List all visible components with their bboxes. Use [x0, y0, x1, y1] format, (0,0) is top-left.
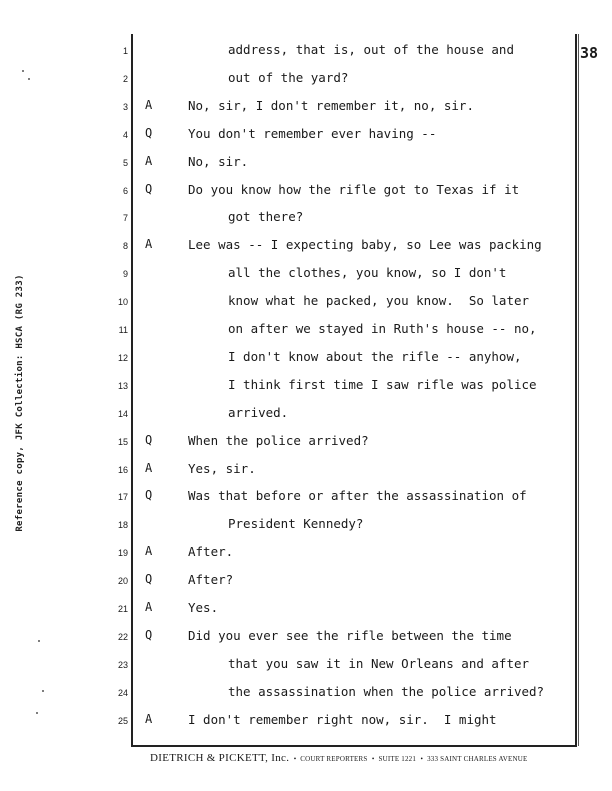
- line-number: 13: [117, 380, 128, 391]
- transcript-line: [0, 319, 612, 339]
- transcript-line: [0, 375, 612, 395]
- line-number: 5: [122, 157, 128, 168]
- line-number: 4: [122, 129, 128, 140]
- line-number: 20: [117, 576, 128, 587]
- line-number: 1: [122, 46, 128, 56]
- line-number: 17: [117, 492, 128, 503]
- line-text: that you saw it in New Orleans and after: [228, 655, 530, 671]
- speaker-label: A: [145, 460, 153, 475]
- speaker-label: A: [145, 97, 153, 112]
- line-number: 8: [122, 241, 128, 252]
- line-number: 12: [117, 352, 128, 363]
- transcript-line: [0, 180, 612, 200]
- speaker-label: Q: [145, 181, 153, 196]
- scan-speck: [28, 78, 30, 80]
- line-text: After.: [188, 544, 234, 560]
- transcript-line: [0, 682, 612, 702]
- transcript-line: [0, 570, 612, 590]
- line-text: address, that is, out of the house and: [228, 42, 514, 57]
- page-number: 38: [580, 44, 599, 62]
- transcript-line: [0, 263, 612, 283]
- scan-speck: [38, 640, 40, 642]
- speaker-label: A: [145, 237, 153, 252]
- line-text: all the clothes, you know, so I don't: [228, 265, 507, 281]
- speaker-label: Q: [145, 125, 153, 140]
- footer-address: 333 SAINT CHARLES AVENUE: [427, 755, 528, 763]
- line-number: 9: [122, 269, 128, 280]
- line-text: Was that before or after the assassination of: [188, 488, 527, 504]
- line-text: out of the yard?: [228, 69, 349, 85]
- speaker-label: A: [145, 600, 153, 614]
- line-number: 14: [117, 408, 128, 419]
- line-text: got there?: [228, 209, 304, 225]
- transcript-line: [0, 598, 612, 618]
- speaker-label: Q: [145, 488, 153, 503]
- transcript-line: [0, 291, 612, 311]
- line-number: 11: [118, 325, 128, 335]
- footer-court-reporters: COURT REPORTERS: [300, 755, 368, 763]
- transcript-line: [0, 514, 612, 534]
- transcript-line: [0, 403, 612, 423]
- line-text: After?: [188, 572, 234, 588]
- transcript-line: [0, 486, 612, 506]
- line-text: No, sir, I don't remember it, no, sir.: [188, 97, 474, 113]
- line-text: on after we stayed in Ruth's house -- no,: [228, 321, 537, 336]
- line-number: 25: [117, 715, 128, 726]
- line-text: I don't know about the rifle -- anyhow,: [228, 348, 522, 364]
- line-number: 21: [117, 604, 128, 614]
- line-text: Do you know how the rifle got to Texas if it: [188, 181, 520, 197]
- line-number: 2: [122, 73, 128, 84]
- line-number: 18: [117, 520, 128, 531]
- line-number: 16: [117, 464, 128, 475]
- line-text: No, sir.: [188, 153, 249, 169]
- footer: DIETRICH & PICKETT, Inc. • COURT REPORTERS • SUITE 1221 • 333 SAINT CHARLES AVENUE: [150, 752, 528, 764]
- scan-speck: [36, 712, 38, 714]
- scan-speck: [22, 70, 24, 72]
- line-text: President Kennedy?: [228, 516, 364, 532]
- transcript-line: [0, 542, 612, 562]
- line-text: When the police arrived?: [188, 432, 369, 448]
- transcript-line: [0, 431, 612, 451]
- transcript-line: [0, 152, 612, 172]
- transcript-line: [0, 347, 612, 367]
- line-text: I think first time I saw rifle was police: [228, 376, 537, 392]
- line-number: 3: [122, 101, 128, 112]
- line-number: 10: [117, 297, 128, 308]
- line-text: Yes, sir.: [188, 460, 256, 476]
- transcript-line: [0, 235, 612, 255]
- line-number: 23: [117, 659, 128, 670]
- transcript-line: [0, 459, 612, 479]
- speaker-label: A: [145, 711, 153, 726]
- line-number: 24: [117, 687, 128, 698]
- transcript-line: [0, 207, 612, 227]
- line-text: You don't remember ever having --: [188, 125, 437, 141]
- speaker-label: Q: [145, 432, 153, 447]
- speaker-label: A: [145, 544, 153, 559]
- line-number: 22: [117, 631, 128, 642]
- line-number: 7: [122, 213, 128, 224]
- transcript-line: [0, 68, 612, 88]
- line-number: 19: [117, 548, 128, 559]
- line-text: Lee was -- I expecting baby, so Lee was packing: [188, 237, 542, 253]
- transcript-line: [0, 626, 612, 646]
- line-text: the assassination when the police arrived?: [228, 683, 545, 699]
- speaker-label: Q: [145, 627, 153, 642]
- line-number: 6: [122, 185, 128, 196]
- scan-speck: [42, 690, 44, 692]
- transcript-line: [0, 96, 612, 116]
- footer-suite: SUITE 1221: [378, 755, 417, 763]
- transcript-line: [0, 40, 612, 60]
- line-number: 15: [117, 436, 128, 447]
- line-text: Did you ever see the rifle between the time: [188, 627, 512, 643]
- speaker-label: Q: [145, 572, 153, 587]
- line-text: know what he packed, you know. So later: [228, 293, 530, 309]
- transcript-line: [0, 654, 612, 674]
- speaker-label: A: [145, 153, 153, 168]
- line-text: Yes.: [188, 600, 219, 615]
- transcript-line: [0, 710, 612, 730]
- line-text: arrived.: [228, 404, 289, 420]
- side-stamp-text: Reference copy, JFK Collection: HSCA (RG 233): [15, 274, 25, 532]
- transcript-line: [0, 124, 612, 144]
- footer-firm: DIETRICH & PICKETT, Inc.: [150, 752, 290, 764]
- line-text: I don't remember right now, sir. I might: [188, 711, 497, 727]
- bottom-rule: [131, 745, 577, 747]
